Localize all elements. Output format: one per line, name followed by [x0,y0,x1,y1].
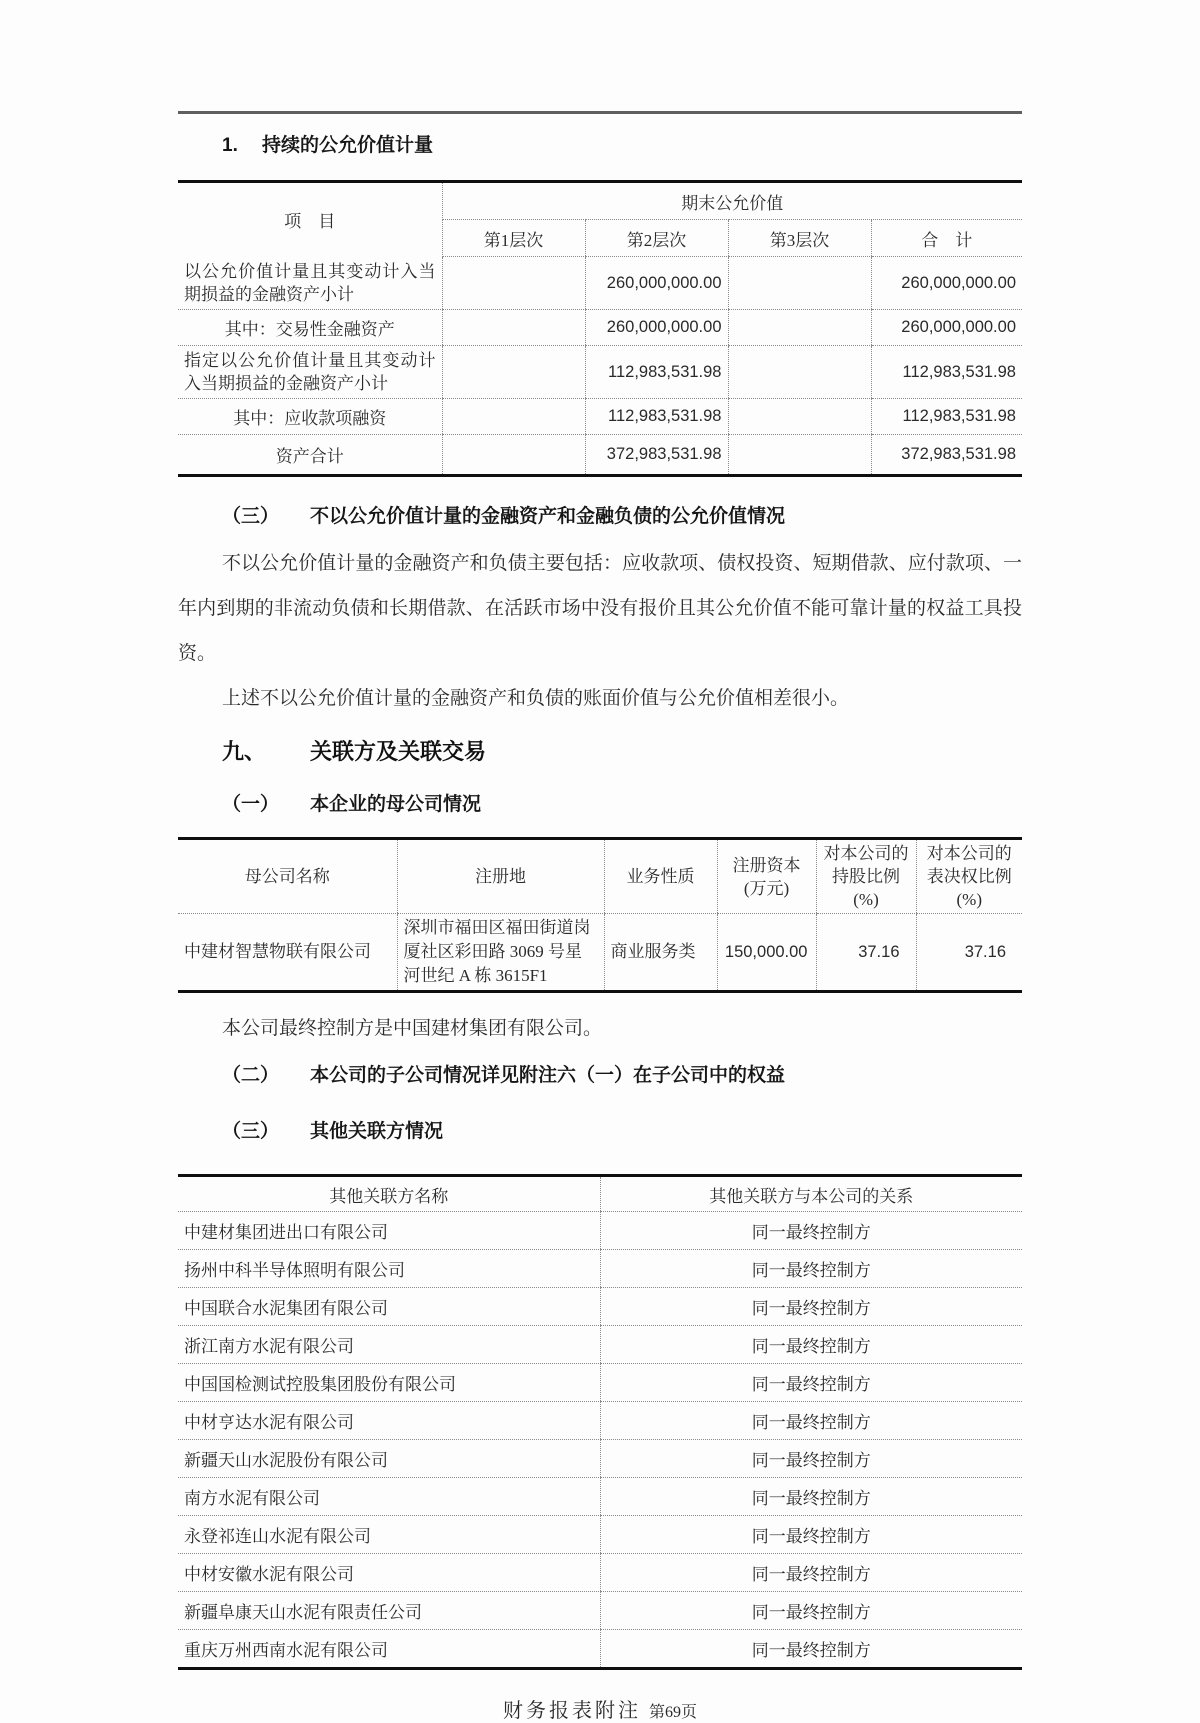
cell-level1 [442,310,585,346]
table-row [178,914,1022,992]
cell-relationship: 同一最终控制方 [600,1326,1022,1364]
cell-level1 [442,257,585,310]
fair-value-table [178,180,1022,477]
table-row [178,257,1022,310]
column-header-business-nature: 业务性质 [604,839,717,914]
cell-level1 [442,346,585,399]
table-row [178,310,1022,346]
column-header-level3: 第3层次 [728,220,871,257]
cell-relationship: 同一最终控制方 [600,1592,1022,1630]
cell-related-party-name: 中国国检测试控股集团股份有限公司 [178,1364,600,1402]
cell-related-party-name: 中国联合水泥集团有限公司 [178,1288,600,1326]
cell-level3 [728,346,871,399]
table-row [178,1364,1022,1402]
section-title: 持续的公允价值计量 [262,135,434,156]
cell-related-party-name: 扬州中科半导体照明有限公司 [178,1250,600,1288]
cell-level3 [728,257,871,310]
cell-related-party-name: 中建材集团进出口有限公司 [178,1212,600,1250]
table-row [178,346,1022,399]
paragraph-non-fair-value-scope: 不以公允价值计量的金融资产和负债主要包括：应收款项、债权投资、短期借款、应付款项、一年内到期的非流动负债和长期借款、在活跃市场中没有报价且其公允价值不能可靠计量的权益工具投资。 [178,553,1022,664]
section-number: （三） [222,1121,280,1142]
column-header-related-party-name: 其他关联方名称 [178,1176,600,1212]
cell-relationship: 同一最终控制方 [600,1478,1022,1516]
row-item-label: 资产合计 [275,447,344,466]
cell-related-party-name: 南方水泥有限公司 [178,1478,600,1516]
section-heading-non-fair-value [222,502,1022,532]
column-header-item: 项 目 [284,212,336,232]
section-number: （三） [222,506,280,527]
cell-relationship: 同一最终控制方 [600,1554,1022,1592]
table-row [178,1250,1022,1288]
table-row [178,1630,1022,1669]
column-header-level1: 第1层次 [442,220,585,257]
section-title: 本企业的母公司情况 [310,794,482,815]
cell-relationship: 同一最终控制方 [600,1440,1022,1478]
section-number: （二） [222,1065,280,1086]
cell-level2: 372,983,531.98 [585,435,728,476]
table-row [178,1592,1022,1630]
cell-related-party-name: 永登祁连山水泥有限公司 [178,1516,600,1554]
footer-page-number: 第69页 [648,1704,697,1721]
section-heading-continuous-fair-value [222,131,1022,161]
cell-level1 [442,399,585,435]
cell-related-party-name: 中材亨达水泥有限公司 [178,1402,600,1440]
cell-related-party-name: 新疆阜康天山水泥有限责任公司 [178,1592,600,1630]
table-row [178,1326,1022,1364]
section-heading-subsidiaries [222,1061,1022,1091]
cell-relationship: 同一最终控制方 [600,1212,1022,1250]
table-row [178,1478,1022,1516]
cell-related-party-name: 浙江南方水泥有限公司 [178,1326,600,1364]
section-title: 不以公允价值计量的金融资产和金融负债的公允价值情况 [310,506,786,527]
cell-registered-capital: 150,000.00 [717,914,816,992]
section-heading-parent-company [222,790,1022,820]
cell-related-party-name: 中材安徽水泥有限公司 [178,1554,600,1592]
table-row [178,399,1022,435]
table-row [178,1402,1022,1440]
table-row [178,1440,1022,1478]
row-item-label: 其中：应收款项融资 [178,399,442,435]
column-header-registered-capital: 注册资本 (万元) [717,839,816,914]
cell-voting-ratio: 37.16 [916,914,1022,992]
cell-business-nature: 商业服务类 [604,914,717,992]
column-header-total: 合 计 [871,220,1022,257]
section-number: 1. [222,135,238,156]
section-heading-related-parties [222,735,1022,769]
cell-level3 [728,435,871,476]
table-row [178,435,1022,476]
cell-level3 [728,399,871,435]
cell-relationship: 同一最终控制方 [600,1364,1022,1402]
cell-related-party-name: 重庆万州西南水泥有限公司 [184,1641,388,1660]
table-row [178,1516,1022,1554]
cell-level2: 260,000,000.00 [585,257,728,310]
cell-total: 372,983,531.98 [871,435,1022,476]
cell-related-party-name: 新疆天山水泥股份有限公司 [178,1440,600,1478]
cell-total: 260,000,000.00 [871,310,1022,346]
footer-title: 财务报表附注 [502,1700,641,1722]
paragraph-ultimate-controller: 本公司最终控制方是中国建材集团有限公司。 [222,1018,603,1039]
section-heading-other-related-parties [222,1117,1022,1147]
page-content [178,0,1022,1723]
table-row [178,182,1022,220]
cell-registered-address: 深圳市福田区福田街道岗厦社区彩田路 3069 号星河世纪 A 栋 3615F1 [397,914,604,992]
cell-parent-name: 中建材智慧物联有限公司 [184,942,371,961]
cell-total: 112,983,531.98 [871,346,1022,399]
cell-relationship: 同一最终控制方 [600,1630,1022,1669]
column-header-parent-name: 母公司名称 [178,839,397,914]
cell-relationship: 同一最终控制方 [600,1516,1022,1554]
column-header-registered-address: 注册地 [397,839,604,914]
table-row [178,1212,1022,1250]
header-rule [178,111,1022,114]
cell-level1 [442,435,585,476]
table-row [178,1554,1022,1592]
cell-relationship: 同一最终控制方 [600,1402,1022,1440]
row-item-label: 其中：交易性金融资产 [178,310,442,346]
cell-level2: 112,983,531.98 [585,399,728,435]
row-item-label: 以公允价值计量且其变动计入当期损益的金融资产小计 [178,257,442,310]
cell-level2: 112,983,531.98 [585,346,728,399]
column-header-voting-ratio: 对本公司的 表决权比例 (%) [916,839,1022,914]
section-number: （一） [222,794,280,815]
table-row [178,1176,1022,1212]
cell-total: 112,983,531.98 [871,399,1022,435]
row-item-label: 指定以公允价值计量且其变动计入当期损益的金融资产小计 [178,346,442,399]
table-row [178,839,1022,914]
cell-total: 260,000,000.00 [871,257,1022,310]
cell-relationship: 同一最终控制方 [600,1288,1022,1326]
column-header-level2: 第2层次 [585,220,728,257]
cell-relationship: 同一最终控制方 [600,1250,1022,1288]
other-related-parties-table [178,1174,1022,1670]
cell-shareholding-ratio: 37.16 [816,914,916,992]
cell-level2: 260,000,000.00 [585,310,728,346]
column-group-header: 期末公允价值 [442,182,1022,220]
column-header-shareholding-ratio: 对本公司的 持股比例 (%) [816,839,916,914]
table-row [178,1288,1022,1326]
section-number: 九、 [222,739,267,764]
section-title: 其他关联方情况 [310,1121,444,1142]
paragraph-carrying-value-note: 上述不以公允价值计量的金融资产和负债的账面价值与公允价值相差很小。 [222,688,850,709]
column-header-relationship: 其他关联方与本公司的关系 [600,1176,1022,1212]
cell-level3 [728,310,871,346]
section-title: 本公司的子公司情况详见附注六（一）在子公司中的权益 [310,1065,786,1086]
section-title: 关联方及关联交易 [310,739,487,764]
parent-company-table [178,837,1022,993]
page-footer [178,1694,1022,1723]
